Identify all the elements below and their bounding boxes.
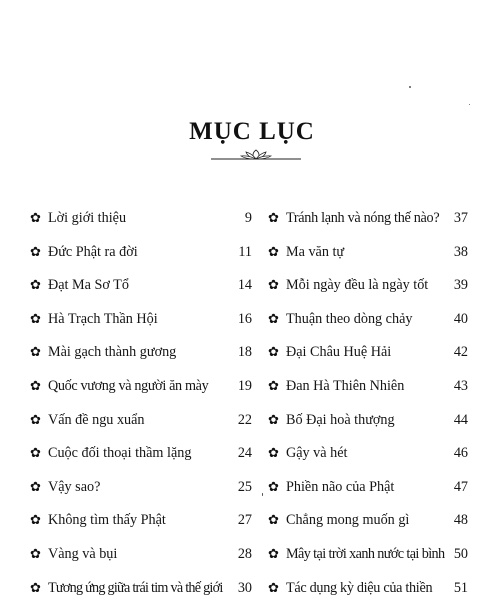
- toc-entry-page: 24: [237, 445, 252, 462]
- toc-entry-title: Tương ứng giữa trái tim và thế giới: [48, 579, 223, 596]
- flower-bullet-icon: ✿: [30, 377, 41, 393]
- toc-entry-title: Thuận theo dòng chảy: [286, 310, 413, 327]
- toc-column-left: [30, 208, 252, 611]
- flower-bullet-icon: ✿: [268, 310, 279, 326]
- toc-entry-title: Mỗi ngày đều là ngày tốt: [286, 277, 429, 294]
- toc-entry[interactable]: [30, 510, 252, 544]
- toc-entry[interactable]: [30, 242, 252, 276]
- toc-entry-title: Quốc vương và người ăn mày: [48, 377, 209, 394]
- toc-entry[interactable]: [268, 309, 468, 343]
- toc-entry[interactable]: [268, 544, 468, 578]
- toc-entry-page: 42: [453, 344, 468, 361]
- toc-entry-title: Vàng và bụi: [48, 545, 118, 562]
- toc-entry-page: 48: [453, 512, 468, 529]
- toc-entry-title: Ma văn tự: [286, 243, 345, 260]
- flower-bullet-icon: ✿: [268, 210, 279, 225]
- flower-bullet-icon: ✿: [268, 344, 279, 360]
- flower-bullet-icon: ✿: [30, 277, 41, 293]
- toc-entry-page: 46: [453, 445, 468, 462]
- toc-entry-page: 16: [237, 310, 252, 327]
- toc-entry-page: 14: [237, 277, 252, 294]
- toc-entry-title: Gậy và hét: [286, 445, 348, 462]
- toc-entry-title: Đạt Ma Sơ Tổ: [48, 277, 129, 294]
- flower-bullet-icon: ✿: [268, 579, 279, 595]
- toc-entry-title: Bố Đại hoà thượng: [286, 411, 395, 428]
- toc-entry-page: 9: [244, 210, 252, 226]
- toc-entry-page: 39: [453, 277, 468, 294]
- toc-entry[interactable]: [30, 275, 252, 309]
- toc-entry[interactable]: [268, 242, 468, 276]
- flower-bullet-icon: ✿: [30, 210, 41, 225]
- toc-entry-page: 25: [237, 478, 252, 495]
- toc-entry-title: Vấn đề ngu xuẩn: [48, 411, 145, 428]
- toc-entry[interactable]: [268, 578, 468, 611]
- toc-entry[interactable]: [30, 443, 252, 477]
- toc-entry-page: 50: [453, 545, 468, 562]
- toc-entry-page: 11: [238, 243, 252, 260]
- toc-entry-title: Chẳng mong muốn gì: [286, 512, 410, 529]
- toc-entry[interactable]: [268, 275, 468, 309]
- flower-bullet-icon: ✿: [268, 545, 279, 561]
- toc-entry-title: Cuộc đối thoại thầm lặng: [48, 445, 192, 462]
- toc-entry[interactable]: [30, 410, 252, 444]
- toc-entry[interactable]: [268, 477, 468, 511]
- toc-entry-title: Mài gạch thành gương: [48, 344, 177, 361]
- flower-bullet-icon: ✿: [268, 478, 279, 494]
- toc-entry-title: Đại Châu Huệ Hải: [286, 344, 392, 361]
- scan-speck: [469, 104, 470, 105]
- toc-entry-title: Lời giới thiệu: [48, 210, 127, 226]
- toc-entry-page: 51: [453, 579, 468, 596]
- toc-entry[interactable]: [30, 208, 252, 242]
- toc-entry-page: 43: [453, 377, 468, 394]
- toc-entry-page: 27: [237, 512, 252, 529]
- toc-entry-title: Hà Trạch Thần Hội: [48, 310, 158, 327]
- toc-entry-title: Vậy sao?: [48, 478, 101, 495]
- toc-entry-page: 38: [453, 243, 468, 260]
- flower-bullet-icon: ✿: [30, 243, 41, 259]
- flower-bullet-icon: ✿: [30, 445, 41, 461]
- toc-entry-title: Mây tại trời xanh nước tại bình: [286, 545, 445, 562]
- scan-speck: [409, 86, 411, 88]
- toc-column-right: [268, 208, 468, 611]
- toc-entry-title: Tác dụng kỳ diệu của thiền: [286, 579, 433, 596]
- flower-bullet-icon: ✿: [268, 277, 279, 293]
- flower-bullet-icon: ✿: [268, 411, 279, 427]
- toc-entry-title: Đan Hà Thiên Nhiên: [286, 377, 405, 394]
- toc-entry-page: 37: [453, 210, 468, 226]
- toc-entry[interactable]: [268, 208, 468, 242]
- toc-entry-page: 30: [237, 579, 252, 596]
- flower-bullet-icon: ✿: [30, 512, 41, 528]
- lotus-ornament-icon: [211, 148, 301, 162]
- toc-entry-page: 47: [453, 478, 468, 495]
- flower-bullet-icon: ✿: [268, 243, 279, 259]
- flower-bullet-icon: ✿: [30, 579, 41, 595]
- toc-entry[interactable]: [30, 376, 252, 410]
- toc-entry-title: Tránh lạnh và nóng thế nào?: [286, 210, 440, 226]
- toc-entry[interactable]: [30, 309, 252, 343]
- toc-entry[interactable]: [30, 544, 252, 578]
- scan-speck: [262, 493, 263, 496]
- toc-entry-title: Đức Phật ra đời: [48, 243, 138, 260]
- toc-entry[interactable]: [30, 578, 252, 611]
- toc-entry[interactable]: [268, 443, 468, 477]
- toc-entry-title: Không tìm thấy Phật: [48, 512, 166, 529]
- flower-bullet-icon: ✿: [268, 377, 279, 393]
- toc-entry[interactable]: [268, 510, 468, 544]
- flower-bullet-icon: ✿: [268, 445, 279, 461]
- toc-entry-page: 18: [237, 344, 252, 361]
- toc-entry-page: 22: [237, 411, 252, 428]
- flower-bullet-icon: ✿: [268, 512, 279, 528]
- toc-entry-page: 40: [453, 310, 468, 327]
- toc-entry[interactable]: [30, 342, 252, 376]
- toc-entry-title: Phiền não của Phật: [286, 478, 395, 495]
- flower-bullet-icon: ✿: [30, 411, 41, 427]
- toc-entry[interactable]: [268, 376, 468, 410]
- toc-entry-page: 28: [237, 545, 252, 562]
- toc-entry-page: 19: [237, 377, 252, 394]
- flower-bullet-icon: ✿: [30, 310, 41, 326]
- flower-bullet-icon: ✿: [30, 478, 41, 494]
- flower-bullet-icon: ✿: [30, 344, 41, 360]
- toc-entry[interactable]: [30, 477, 252, 511]
- page-title: MỤC LỤC: [189, 118, 315, 145]
- flower-bullet-icon: ✿: [30, 545, 41, 561]
- toc-entry-page: 44: [453, 411, 468, 428]
- toc-entry[interactable]: [268, 410, 468, 444]
- toc-entry[interactable]: [268, 342, 468, 376]
